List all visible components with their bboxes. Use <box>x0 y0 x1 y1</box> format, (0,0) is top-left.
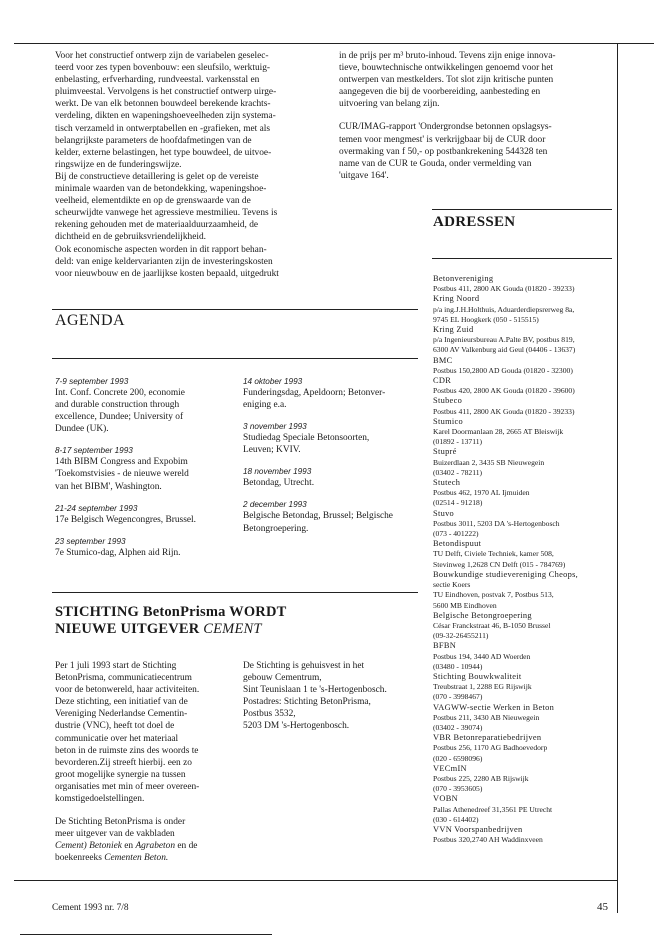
text-line: name van de CUR te Gouda, onder vermelding van <box>339 158 532 169</box>
address-line: Postbus 194, 3440 AD Woerden <box>433 651 531 661</box>
text-line: Vereniging Nederlandse Cementin- <box>55 709 188 720</box>
text-line: BetonPrisma, communicatiecentrum <box>55 673 192 684</box>
text-line: De Stichting is gehuisvest in het <box>243 661 365 671</box>
agenda-event-date: 7-9 september 1993 <box>55 377 129 386</box>
agenda-event-date: 18 november 1993 <box>243 467 312 477</box>
text-line: voor de betonwereld, haar activiteiten. <box>55 685 200 696</box>
intro-right-column <box>339 50 614 182</box>
text-line: deld: van enige keldervarianten zijn de investeringskosten <box>55 256 273 267</box>
agenda-event-text: excellence, Dundee; University of <box>55 412 184 423</box>
address-line: (070 - 3998467) <box>433 692 483 702</box>
agenda-event <box>243 421 423 456</box>
address-line: Postbus 462, 1970 AL Ijmuiden <box>433 488 530 498</box>
address-line: (073 - 401222) <box>433 529 479 539</box>
text-line: ontwerpen van mestkelders. Tot slot zijn kritische punten <box>339 75 554 86</box>
address-line: 5600 MB Eindhoven <box>433 600 497 610</box>
text-line: Per 1 juli 1993 start de Stichting <box>55 661 177 671</box>
stichting-left-paragraph-1 <box>55 660 235 805</box>
address-entry <box>433 570 617 611</box>
agenda-event <box>243 499 423 534</box>
text-line: aangegeven die bij de voorbereiding, aanbesteding en <box>339 87 541 98</box>
agenda-event-text: Betongroepering. <box>243 523 309 534</box>
address-line: Karel Doormanlaan 28, 2665 AT Bleiswijk <box>433 427 564 437</box>
text-line: bevorderen.Zij streeft hierbij. een zo <box>55 757 192 768</box>
agenda-event-date: 2 december 1993 <box>243 500 307 510</box>
address-organisation: Betondispuut <box>433 539 482 549</box>
address-entry <box>433 539 617 570</box>
address-organisation: Stumico <box>433 416 464 426</box>
text-line: ringswijze en de funderingswijze. <box>55 159 182 170</box>
content-bottom-rule <box>14 880 618 881</box>
agenda-event-text: 7e Stumico-dag, Alphen aid Rijn. <box>55 547 181 558</box>
address-line: Stevinweg 1,2628 CN Delft (015 - 784769) <box>433 559 566 569</box>
text-en-de: en de <box>177 841 198 852</box>
agenda-event-text: 17e Belgisch Wegencongres, Brussel. <box>55 514 196 525</box>
address-organisation: VECmIN <box>433 763 467 773</box>
address-entry <box>433 417 617 448</box>
address-entry <box>433 274 617 294</box>
intro-left-text <box>55 50 335 280</box>
text-line: komstigedoelstellingen. <box>55 794 145 805</box>
address-entry <box>433 294 617 325</box>
address-line: Postbus 150,2800 AD Gouda (01820 - 32300) <box>433 365 573 375</box>
address-line: (03402 - 39074) <box>433 722 483 732</box>
agenda-event <box>55 445 235 492</box>
adressen-bottom-rule <box>432 258 612 259</box>
address-entry <box>433 764 617 795</box>
stichting-left-paragraph-2-boekenreeks <box>55 852 235 864</box>
address-line: (070 - 3953605) <box>433 784 483 794</box>
text-line: overmaking van f 50,- op postbankrekening 544328 ten <box>339 146 548 157</box>
address-entry <box>433 376 617 396</box>
address-organisation: Stuvo <box>433 508 455 518</box>
text-line: De Stichting BetonPrisma is onder <box>55 817 186 828</box>
text-line: pluimveestal. Vervolgens is het constructief ontwerp uirge- <box>55 87 277 98</box>
agenda-left-column <box>55 376 235 569</box>
text-agrabeton: Agrabeton <box>135 841 176 852</box>
address-entry <box>433 356 617 376</box>
text-line: kelder, externe belastingen, het type bouwdeel, de uitvoe- <box>55 147 272 158</box>
address-entry <box>433 478 617 509</box>
agenda-top-rule <box>52 309 418 310</box>
agenda-event <box>55 503 235 526</box>
agenda-event-text: Studiedag Speciale Betonsoorten, <box>243 433 370 444</box>
address-organisation: BFBN <box>433 641 457 651</box>
agenda-event-date: 23 september 1993 <box>55 536 126 546</box>
address-organisation: Betonvereniging <box>433 274 494 283</box>
address-organisation: Stubeco <box>433 396 463 406</box>
stichting-left-paragraph-2-lines <box>55 816 235 840</box>
agenda-event-text: Int. Conf. Concrete 200, economie <box>55 388 185 398</box>
address-line: (01892 - 13711) <box>433 437 483 447</box>
right-margin-rule <box>617 43 618 913</box>
address-organisation: CDR <box>433 376 452 386</box>
agenda-heading: AGENDA <box>55 312 125 329</box>
text-line: voor nieuwbouw en de jaarlijkse kosten bepaald, uitgedrukt <box>55 268 279 279</box>
adressen-heading: ADRESSEN <box>433 214 516 230</box>
text-line: in de prijs per m³ bruto-inhoud. Tevens zijn enige innova- <box>339 51 556 61</box>
agenda-event <box>243 466 423 489</box>
address-entry <box>433 509 617 540</box>
text-line: Ook economische aspecten worden in dit rapport behan- <box>55 244 267 255</box>
address-line: Postbus 256, 1170 AG Badhoevedorp <box>433 743 548 753</box>
stichting-heading-italic: CEMENT <box>203 621 262 637</box>
text-line: teerd voor zes typen bovenbouw: een sleufsilo, werktuig- <box>55 63 271 74</box>
address-line: p/a ing.J.H.Holthuis, Aduarderdiepsrerweg 8a, <box>433 304 575 314</box>
address-organisation: Stupré <box>433 447 457 457</box>
address-line: (020 - 6598096) <box>433 753 483 763</box>
address-entry <box>433 733 617 764</box>
address-organisation: BMC <box>433 355 453 365</box>
text-line: CUR/IMAG-rapport 'Ondergrondse betonnen opslagsys- <box>339 122 552 133</box>
stichting-heading-line-1: STICHTING BetonPrisma WORDT <box>55 604 287 620</box>
agenda-event-text: 'Toekomstvisies - de nieuwe wereld <box>55 469 189 480</box>
address-entry <box>433 794 617 825</box>
text-line: Postbus 3532, <box>243 709 296 720</box>
address-line: Postbus 225, 2280 AB Rijswijk <box>433 773 529 783</box>
address-line: (03480 - 10944) <box>433 661 483 671</box>
address-organisation: Bouwkundige studievereniging Cheops, <box>433 569 579 579</box>
agenda-event <box>55 376 235 435</box>
text-line: beton in de ruimste zins des woords te <box>55 745 199 756</box>
agenda-event-text: 14th BIBM Congress and Expobim <box>55 457 188 468</box>
address-organisation: VVN Voorspanbedrijven <box>433 824 523 834</box>
address-line: (02514 - 91218) <box>433 498 483 508</box>
text-line: belangrijkste parameters de hoofdafmetingen van de <box>55 135 252 146</box>
adressen-list <box>433 274 617 845</box>
address-line: p/a Ingenieursbureau A.Palte BV, postbus 819, <box>433 335 575 345</box>
address-line: (030 - 614402) <box>433 814 479 824</box>
text-en: en <box>124 841 134 852</box>
text-betoniek: Cement) Betoniek <box>55 841 122 852</box>
address-entry <box>433 396 617 416</box>
text-cement-en-beton: Cementen Beton. <box>104 853 169 864</box>
text-line: organisaties met min of meer overeen- <box>55 781 200 792</box>
address-line: César Franckstraat 46, B-1050 Brussel <box>433 620 551 630</box>
address-entry <box>433 641 617 672</box>
text-line: communicatie over het materiaal <box>55 733 179 744</box>
address-line: Buizerdlaan 2, 3435 SB Nieuwegein <box>433 457 545 467</box>
agenda-event-date: 8-17 september 1993 <box>55 446 133 456</box>
address-organisation: VOBN <box>433 794 458 804</box>
agenda-right-column <box>243 376 423 545</box>
address-line: Postbus 411, 2800 AK Gouda (01820 - 39233) <box>433 284 575 294</box>
text-line: meer uitgever van de vakbladen <box>55 829 175 840</box>
agenda-event-text: Dundee (UK). <box>55 424 109 435</box>
stichting-left-paragraph-2-vakbladen <box>55 840 235 852</box>
text-line: 5203 DM 's-Hertogenbosch. <box>243 721 350 732</box>
agenda-event-date: 14 oktober 1993 <box>243 377 303 386</box>
agenda-event-text: Funderingsdag, Apeldoorn; Betonver- <box>243 388 386 398</box>
agenda-event-text: eniging e.a. <box>243 400 287 411</box>
text-line: rekening gehouden met de materiaalduurzaamheid, de <box>55 220 259 231</box>
intro-right-paragraph-1 <box>339 50 614 110</box>
top-rule <box>14 43 654 44</box>
text-line: scheurwijdte vanwege het agressieve mestmilieu. Tevens is <box>55 208 278 219</box>
address-line: sectie Koers <box>433 580 471 590</box>
text-line: temen voor mengmest' is verkrijgbaar bij de CUR door <box>339 134 546 145</box>
text-line: minimale waarden van de betondekking, wapeningshoe- <box>55 184 267 195</box>
address-line: Postbus 211, 3430 AB Nieuwegein <box>433 712 540 722</box>
text-line: dustrie (VNC), heeft tot doel de <box>55 721 175 732</box>
text-line: 'uitgave 164'. <box>339 170 389 181</box>
text-line: gebouw Cementrum, <box>243 673 322 684</box>
text-line: Deze stichting, een initiatief van de <box>55 697 188 708</box>
text-line: uitvoering van belang zijn. <box>339 99 440 110</box>
intro-left-column <box>55 50 335 280</box>
text-line: werkt. De van elk betonnen bouwdeel berekende krachts- <box>55 99 271 110</box>
address-entry <box>433 447 617 478</box>
text-line: veelheid, elementdikte en op de grenswaarde van de <box>55 196 251 207</box>
text-line: Voor het constructief ontwerp zijn de variabelen geselec- <box>55 51 269 61</box>
agenda-event-text: Betondag, Utrecht. <box>243 478 315 489</box>
address-entry <box>433 703 617 734</box>
address-line: Postbus 3011, 5203 DA 's-Hertogenbosch <box>433 518 560 528</box>
address-line: 9745 EL Hoogkerk (050 - 515515) <box>433 314 539 324</box>
address-line: (09-32-26455211) <box>433 631 489 641</box>
text-line: groot mogelijke synergie na tussen <box>55 769 186 780</box>
stichting-right-column <box>243 660 423 733</box>
text-line: enbelasting, erfverharding, rundveestal. varkensstal en <box>55 75 260 86</box>
adressen-top-rule <box>432 209 612 210</box>
footer-page-number: 45 <box>597 901 608 913</box>
intro-right-paragraph-2 <box>339 121 614 181</box>
address-line: TU Delft, Civiele Techniek, kamer 508, <box>433 549 554 559</box>
text-line: tisch verzameld in ontwerptabellen en -grafieken, met als <box>55 123 271 134</box>
footer-bottom-rule <box>20 934 272 935</box>
text-line: verdeling, dikten en wapeningshoeveelheden zijn systema- <box>55 111 276 122</box>
address-organisation: Kring Zuid <box>433 325 474 335</box>
agenda-event <box>243 376 423 411</box>
text-line: Sint Teunislaan 1 te 's-Hertogenbosch. <box>243 685 387 696</box>
address-line: (03402 - 78211) <box>433 467 483 477</box>
stichting-heading-line-2 <box>55 621 425 638</box>
address-line: Postbus 320,2740 AH Waddinxveen <box>433 835 543 845</box>
text-line: Postadres: Stichting BetonPrisma, <box>243 697 371 708</box>
address-organisation: Stichting Bouwkwaliteit <box>433 671 522 681</box>
address-entry <box>433 672 617 703</box>
agenda-event-date: 21-24 september 1993 <box>55 503 138 513</box>
text-line: dichtheid en de gebruiksvriendelijkheid. <box>55 232 206 243</box>
address-line: Treubstraat 1, 2288 EG Rijswijk <box>433 682 532 692</box>
agenda-event-date: 3 november 1993 <box>243 422 307 432</box>
agenda-event-text: Belgische Betondag, Brussel; Belgische <box>243 511 393 522</box>
address-line: Pallas Athenedreef 31,3561 PE Utrecht <box>433 804 553 814</box>
stichting-left-column <box>55 660 235 865</box>
address-organisation: VBR Betonreparatiebedrijven <box>433 733 542 743</box>
text-boekenreeks: boekenreeks <box>55 853 102 864</box>
agenda-bottom-rule <box>52 358 418 359</box>
address-organisation: VAGWW-sectie Werken in Beton <box>433 702 555 712</box>
address-organisation: Belgische Betongroepering <box>433 610 532 620</box>
address-organisation: Kring Noord <box>433 294 480 304</box>
address-entry <box>433 325 617 356</box>
address-entry <box>433 611 617 642</box>
stichting-heading <box>55 604 425 638</box>
address-line: Postbus 411, 2800 AK Gouda (01820 - 39233) <box>433 406 575 416</box>
agenda-event-text: van het BIBM', Washington. <box>55 481 162 492</box>
agenda-event-text: and durable construction through <box>55 400 180 411</box>
text-line: Bij de constructieve detaillering is gelet op de vereiste <box>55 171 259 182</box>
stichting-top-rule <box>52 592 418 593</box>
footer-journal: Cement 1993 nr. 7/8 <box>52 903 129 913</box>
agenda-event-text: Leuven; KVIV. <box>243 445 301 456</box>
stichting-left-paragraph-2 <box>55 816 235 864</box>
address-line: TU Eindhoven, postvak 7, Postbus 513, <box>433 590 554 600</box>
address-line: 6300 AV Valkenburg aid Geul (04406 - 13637) <box>433 345 576 355</box>
stichting-heading-line-2-text: NIEUWE UITGEVER <box>55 621 200 637</box>
address-line: Postbus 420, 2800 AK Gouda (01820 - 39600) <box>433 386 575 396</box>
agenda-event <box>55 536 235 559</box>
address-entry <box>433 825 617 845</box>
text-line: tieve, bouwtechnische ontwikkelingen genoemd voor het <box>339 63 554 74</box>
address-organisation: Stutech <box>433 478 461 488</box>
